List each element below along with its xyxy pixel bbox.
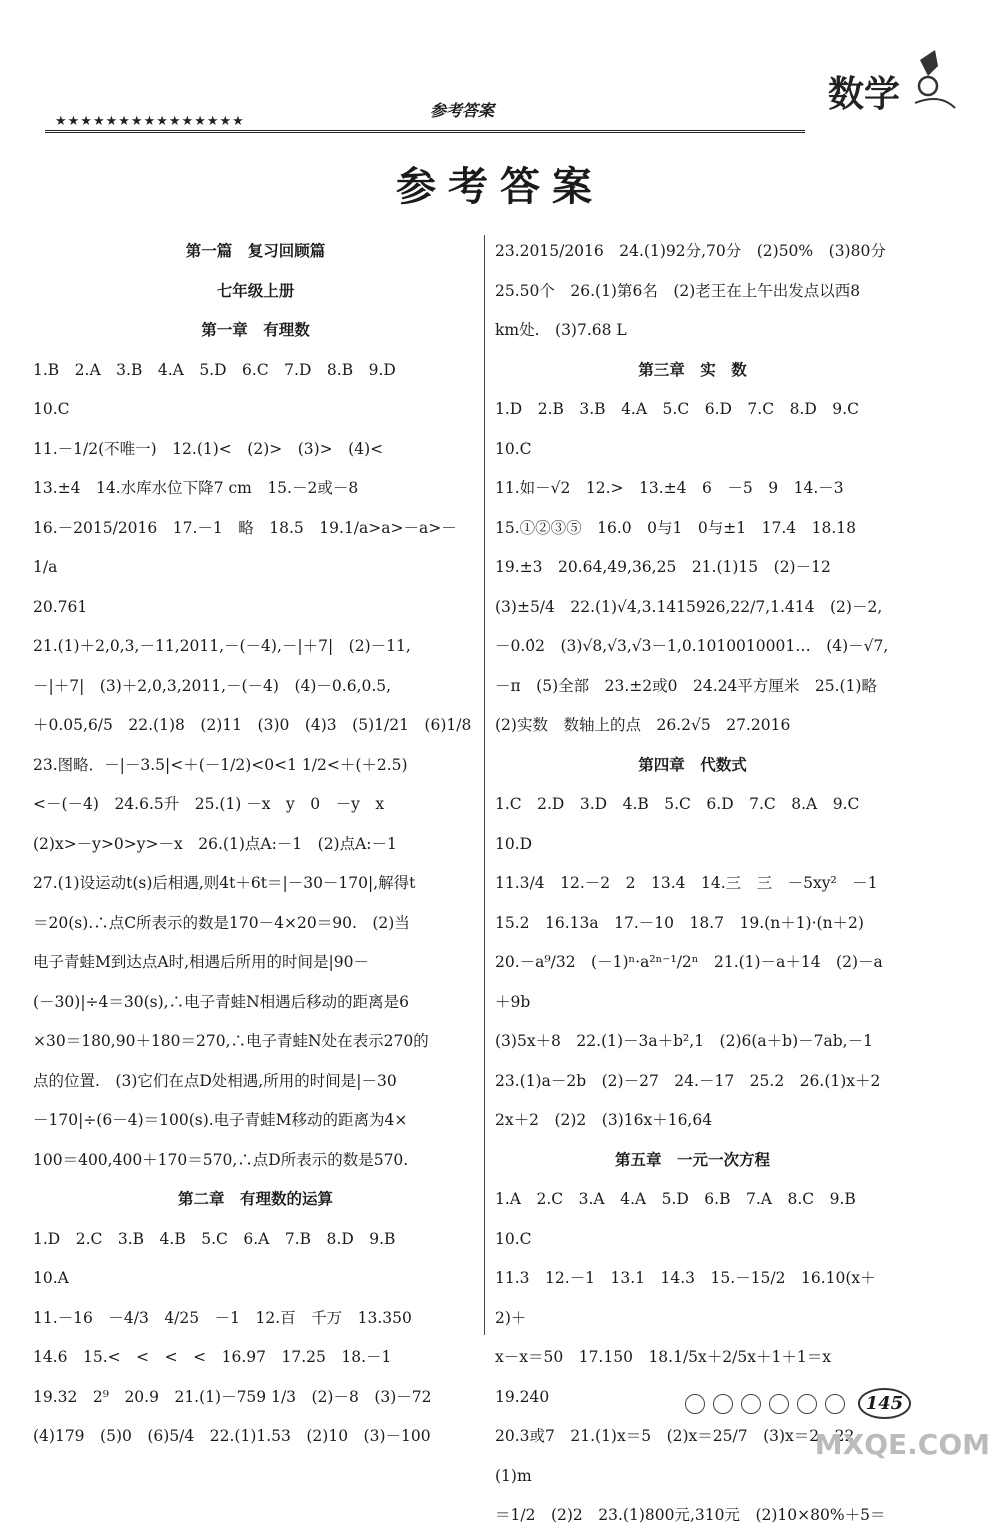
section-heading: 第一章 有理数 [201,321,310,339]
answer-line: 11.－16 －4/3 4/25 －1 12.百 千万 13.350 [33,1308,412,1327]
answer-line: (3)±5/4 22.(1)√4,3.1415926,22/7,1.414 (2)－2, [495,597,883,616]
circle-icon [825,1394,845,1414]
answer-line: －π (5)全部 23.±2或0 24.24平方厘米 25.(1)略 [495,676,877,695]
answer-line: 点的位置. (3)它们在点D处相遇,所用的时间是|－30 [33,1071,397,1090]
left-column [33,232,478,1457]
page-header [45,92,925,132]
header-title: 参考答案 [430,101,495,120]
answer-line: 11.3 12.－1 13.1 14.3 15.－15/2 16.10(x＋2)＋ [495,1269,876,1327]
answer-line: 10.A [33,1269,69,1287]
answer-line: 1.B 2.A 3.B 4.A 5.D 6.C 7.D 8.B 9.D [33,360,396,379]
answer-line: －|＋7| (3)＋2,0,3,2011,－(－4) (4)－0.6,0.5, [33,676,392,695]
circle-icon [769,1394,789,1414]
circle-icon [797,1394,817,1414]
answer-line: 10.D [495,834,533,853]
answer-line: (3)5x＋8 22.(1)－3a＋b²,1 (2)6(a＋b)－7ab,－1 [495,1032,873,1050]
answer-line: 23.图略．－|－3.5|<＋(－1/2)<0<1 1/2<＋(＋2.5) [33,755,408,774]
answer-line: 10.C [495,439,532,458]
answer-line: 23.(1)a－2b (2)－27 24.－17 25.2 26.(1)x＋2 [495,1071,881,1090]
answer-line: ＋0.05,6/5 22.(1)8 (2)11 (3)0 (4)3 (5)1/21 (6)1/8 [33,716,472,734]
answer-line: 15.2 16.13a 17.－10 18.7 19.(n＋1)·(n＋2) [495,913,864,932]
answer-line: 1.D 2.C 3.B 4.B 5.C 6.A 7.B 8.D 9.B [33,1229,396,1248]
answer-line: 19.32 2⁹ 20.9 21.(1)－759 1/3 (2)－8 (3)－72 [33,1387,432,1406]
right-column [495,232,890,1536]
section-heading: 第三章 实 数 [638,360,747,379]
answer-line: ＝20(s).∴点C所表示的数是170－4×20＝90. (2)当 [33,913,410,932]
answer-line: 19.±3 20.64,49,36,25 21.(1)15 (2)－12 [495,558,831,576]
answer-line: －0.0̇2 (3)√8,√3,√3－1,0.1010010001… (4)－√7, [495,637,889,655]
column-divider [484,235,485,1335]
answer-line: 20.3或7 21.(1)x＝5 (2)x＝25/7 (3)x＝2 22.(1)m [495,1427,860,1485]
circle-icon [685,1394,705,1414]
section-heading: 第五章 一元一次方程 [614,1150,770,1169]
answer-line: (2)实数 数轴上的点 26.2√5 27.2016 [495,716,791,734]
answer-line: (4)179 (5)0 (6)5/4 22.(1)1.53 (2)10 (3)－100 [33,1427,431,1445]
page-number: 145 [858,1388,912,1419]
logo-text: 数学 [828,73,901,115]
answer-line: 25.50个 26.(1)第6名 (2)老王在上午出发点以西8 [495,281,861,300]
answer-line: 1.D 2.B 3.B 4.A 5.C 6.D 7.C 8.D 9.C [495,400,859,418]
circle-icon [713,1394,733,1414]
answer-line: 1.C 2.D 3.D 4.B 5.C 6.D 7.C 8.A 9.C [495,795,860,813]
answer-line: 11.3/4 12.－2 2 13.4 14.三 三 －5xy² －1 [495,874,878,892]
answer-line: <－(－4) 24.6.5升 25.(1) －x y 0 －y x [33,795,385,813]
answer-line: 20.－a⁹/32 (－1)ⁿ·a²ⁿ⁻¹/2ⁿ 21.(1)－a＋14 (2)－a＋9b [495,953,883,1011]
answer-line: 13.±4 14.水库水位下降7 cm 15.－2或－8 [33,479,359,497]
section-heading: 第四章 代数式 [638,755,747,774]
header-rule [45,130,805,133]
header-stars: ★★★★★★★★★★★★★★★ [55,114,245,129]
answer-line: km处. (3)7.68 L [495,321,627,339]
page-title: 参考答案 [396,163,604,210]
section-heading: 第二章 有理数的运算 [177,1190,333,1208]
answer-line: 10.C [495,1229,532,1248]
answer-line: 14.6 15.< < < < 16.97 17.25 18.－1 [33,1348,392,1366]
answer-line: 11.－1/2(不唯一) 12.(1)< (2)> (3)> (4)< [33,439,384,458]
section-heading: 七年级上册 [216,281,295,300]
answer-line: 21.(1)＋2,0,3,－11,2011,－(－4),－|＋7| (2)－11, [33,637,411,655]
answer-line: 15.①②③⑤ 16.0 0与1 0与±1 17.4 18.18 [495,518,856,537]
math-logo [820,48,960,128]
section-heading: 第一篇 复习回顾篇 [185,242,326,260]
answer-line: 1.A 2.C 3.A 4.A 5.D 6.B 7.A 8.C 9.B [495,1190,856,1208]
answer-line: 11.如－√2 12.> 13.±4 6 －5 9 14.－3 [495,479,844,497]
answer-line: (2)x>－y>0>y>－x 26.(1)点A:－1 (2)点A:－1 [33,834,397,853]
answer-line: 20.761 [33,597,88,616]
answer-line: (－30)|÷4＝30(s),∴电子青蛙N相遇后移动的距离是6 [33,992,410,1011]
answer-line: 100＝400,400＋170＝570,∴点D所表示的数是570. [33,1150,409,1169]
answer-line: ×30＝180,90＋180＝270,∴电子青蛙N处在表示270的 [33,1032,429,1050]
answer-line: 电子青蛙M到达点A时,相遇后所用的时间是|90－ [33,953,369,971]
answer-line: 23.2015/2016 24.(1)92分,70分 (2)50% (3)80分 [495,242,886,260]
answer-line: 27.(1)设运动t(s)后相遇,则4t＋6t＝|－30－170|,解得t [33,874,416,892]
answer-line: 16.－2015/2016 17.－1 略 18.5 19.1/a>a>－a>－1/a [33,518,457,576]
answer-line: －170|÷(6－4)＝100(s).电子青蛙M移动的距离为4× [33,1111,408,1129]
answer-line: ＝1/2 (2)2 23.(1)800元,310元 (2)10×80%＋5＝ [495,1506,886,1524]
answer-line: 10.C [33,400,70,418]
circle-icon [741,1394,761,1414]
answer-line: x－x＝50 17.150 18.1/5x＋2/5x＋1＋1＝x 19.240 [495,1348,847,1406]
answer-line: 2x＋2 (2)2 (3)16x＋16,64 [495,1111,713,1129]
watermark: MXQE.COM [814,1428,990,1461]
